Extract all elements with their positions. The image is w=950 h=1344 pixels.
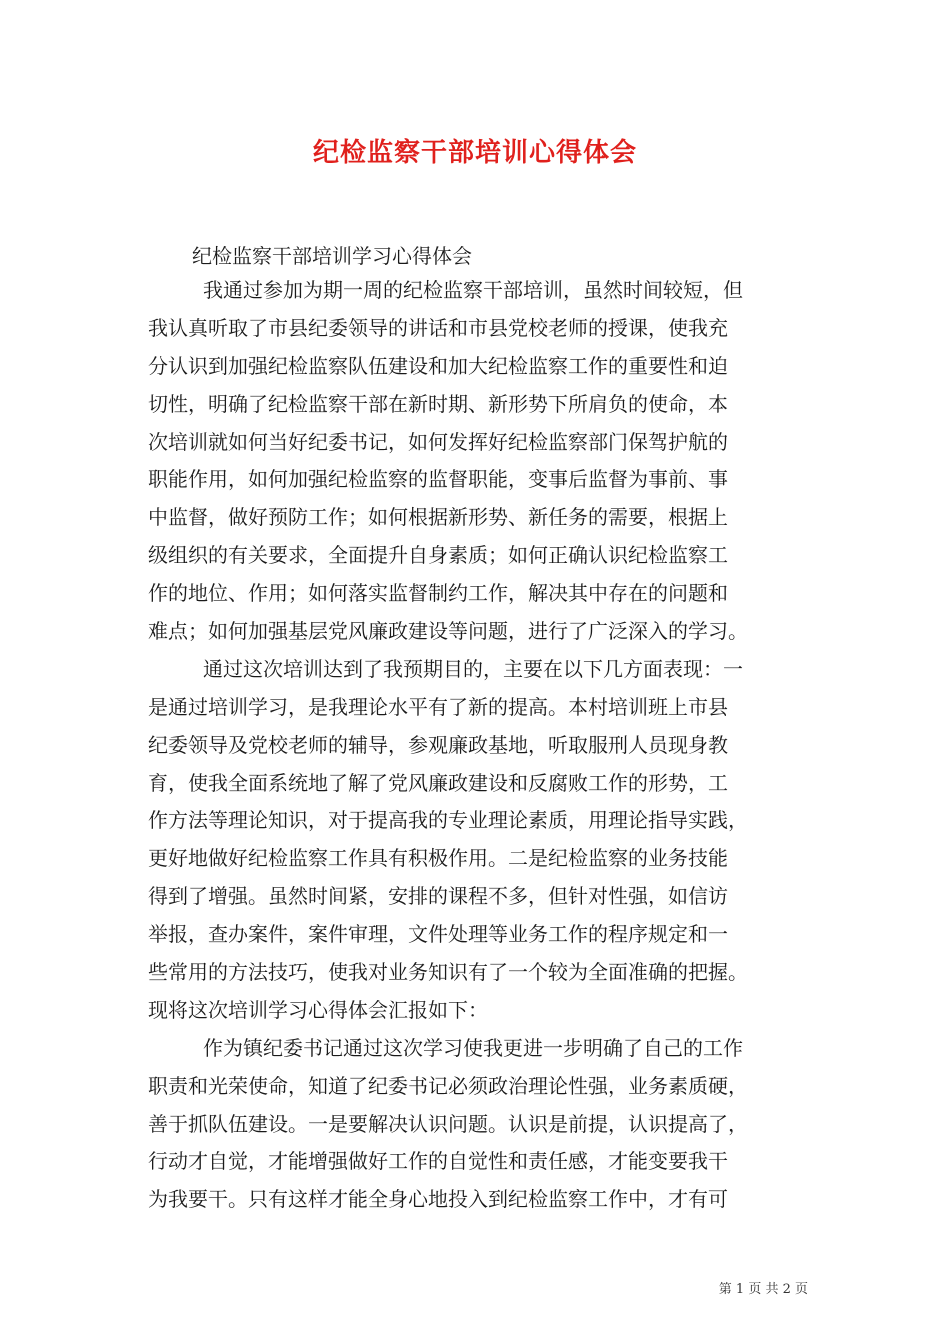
document-subtitle: 纪检监察干部培训学习心得体会 xyxy=(192,244,472,268)
document-body xyxy=(148,272,808,1219)
text-line: 职责和光荣使命，知道了纪委书记必须政治理论性强，业务素质硬， xyxy=(148,1073,748,1098)
text-line: 得到了增强。虽然时间紧，安排的课程不多，但针对性强，如信访 xyxy=(148,884,728,909)
text-line: 行动才自觉，才能增强做好工作的自觉性和责任感，才能变要我干 xyxy=(148,1149,728,1174)
text-line: 作方法等理论知识，对于提高我的专业理论素质，用理论指导实践， xyxy=(148,808,748,833)
text-line: 分认识到加强纪检监察队伍建设和加大纪检监察工作的重要性和迫 xyxy=(148,353,728,378)
text-line: 善于抓队伍建设。一是要解决认识问题。认识是前提，认识提高了， xyxy=(148,1111,748,1136)
text-line: 育，使我全面系统地了解了党风廉政建设和反腐败工作的形势，工 xyxy=(148,770,728,795)
text-line: 作为镇纪委书记通过这次学习使我更进一步明确了自己的工作 xyxy=(203,1035,743,1060)
text-line: 些常用的方法技巧，使我对业务知识有了一个较为全面准确的把握。 xyxy=(148,960,748,985)
text-line: 通过这次培训达到了我预期目的，主要在以下几方面表现：一 xyxy=(203,656,743,681)
text-line: 举报，查办案件，案件审理，文件处理等业务工作的程序规定和一 xyxy=(148,922,728,947)
text-line: 我通过参加为期一周的纪检监察干部培训，虽然时间较短，但 xyxy=(203,278,743,302)
text-line: 级组织的有关要求，全面提升自身素质；如何正确认识纪检监察工 xyxy=(148,543,728,568)
text-line: 难点；如何加强基层党风廉政建设等问题，进行了广泛深入的学习。 xyxy=(148,619,748,644)
text-line: 作的地位、作用；如何落实监督制约工作，解决其中存在的问题和 xyxy=(148,581,728,606)
text-line: 中监督，做好预防工作；如何根据新形势、新任务的需要，根据上 xyxy=(148,505,728,530)
text-line: 职能作用，如何加强纪检监察的监督职能，变事后监督为事前、事 xyxy=(148,467,728,492)
text-line: 是通过培训学习，是我理论水平有了新的提高。本村培训班上市县 xyxy=(148,694,728,719)
text-line: 次培训就如何当好纪委书记，如何发挥好纪检监察部门保驾护航的 xyxy=(148,429,728,454)
page-footer: 第 1 页 共 2 页 xyxy=(718,1282,808,1297)
text-line: 纪委领导及党校老师的辅导，参观廉政基地，听取服刑人员现身教 xyxy=(148,732,728,757)
text-line: 为我要干。只有这样才能全身心地投入到纪检监察工作中，才有可 xyxy=(148,1187,728,1212)
text-line: 现将这次培训学习心得体会汇报如下： xyxy=(148,997,488,1022)
text-line: 更好地做好纪检监察工作具有积极作用。二是纪检监察的业务技能 xyxy=(148,846,728,871)
document-title: 纪检监察干部培训心得体会 xyxy=(312,138,637,168)
text-line: 切性，明确了纪检监察干部在新时期、新形势下所肩负的使命，本 xyxy=(148,391,728,416)
text-line: 我认真听取了市县纪委领导的讲话和市县党校老师的授课，使我充 xyxy=(148,315,728,340)
